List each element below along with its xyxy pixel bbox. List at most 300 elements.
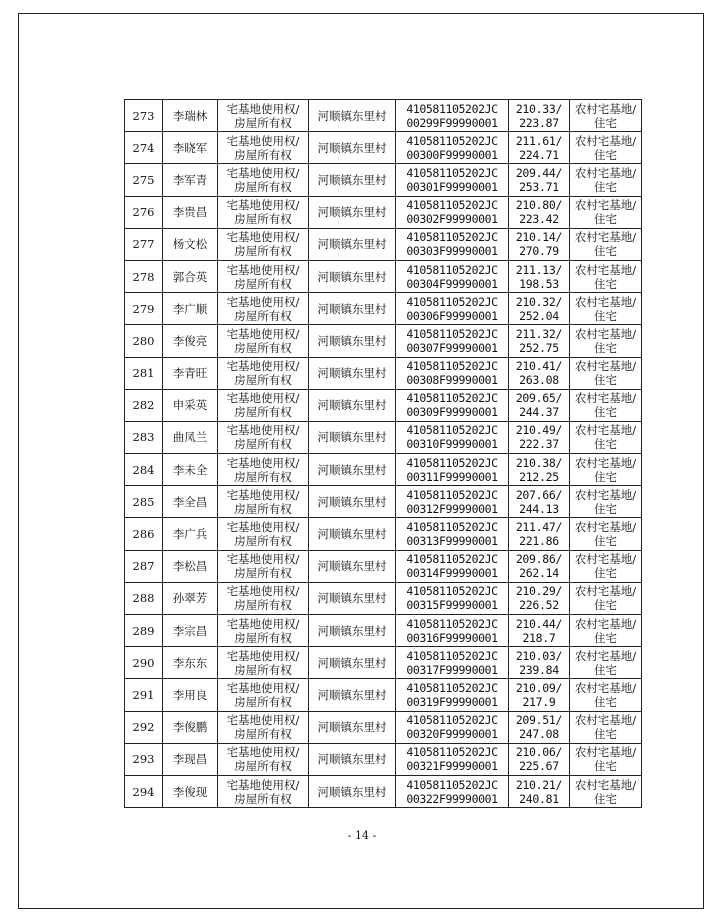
cell-area — [509, 132, 570, 164]
cell-area — [509, 518, 570, 550]
cell-parcel-code — [396, 325, 509, 357]
cell-owner-name: 李广兵 — [163, 518, 218, 550]
cell-parcel-code-line-2: 00310F99990001 — [406, 437, 498, 452]
cell-parcel-code-line-1: 410581105202JC — [406, 101, 498, 116]
cell-right-type-line-1: 宅基地使用权/ — [226, 455, 300, 470]
cell-area-line-2: 218.7 — [522, 630, 556, 645]
cell-usage-line-2: 住宅 — [594, 759, 617, 774]
cell-owner-name: 李青旺 — [163, 357, 218, 389]
cell-right-type — [218, 711, 309, 743]
cell-parcel-code-line-2: 00308F99990001 — [406, 373, 498, 388]
cell-location: 河顺镇东里村 — [309, 711, 396, 743]
cell-right-type-line-2: 房屋所有权 — [234, 759, 292, 774]
cell-location: 河顺镇东里村 — [309, 454, 396, 486]
cell-right-type-line-1: 宅基地使用权/ — [226, 230, 300, 245]
cell-owner-name: 李军青 — [163, 164, 218, 196]
cell-right-type — [218, 615, 309, 647]
cell-number: 287 — [125, 550, 163, 582]
cell-area — [509, 100, 570, 132]
cell-right-type-line-1: 宅基地使用权/ — [226, 133, 300, 148]
cell-right-type-line-2: 房屋所有权 — [234, 534, 292, 549]
cell-owner-name: 李俊鹏 — [163, 711, 218, 743]
cell-right-type — [218, 743, 309, 775]
page-number: - 14 - — [347, 829, 377, 842]
table-row — [125, 743, 642, 775]
cell-right-type-line-2: 房屋所有权 — [234, 469, 292, 484]
cell-right-type — [218, 357, 309, 389]
cell-area-line-1: 210.33/ — [515, 101, 563, 116]
cell-parcel-code — [396, 486, 509, 518]
cell-area-line-1: 210.49/ — [515, 423, 563, 438]
cell-owner-name: 李俊亮 — [163, 325, 218, 357]
cell-number: 283 — [125, 421, 163, 453]
cell-location: 河顺镇东里村 — [309, 260, 396, 292]
cell-parcel-code-line-1: 410581105202JC — [406, 455, 498, 470]
cell-area — [509, 486, 570, 518]
cell-number: 293 — [125, 743, 163, 775]
cell-usage-line-2: 住宅 — [594, 212, 617, 227]
cell-usage — [570, 775, 642, 807]
cell-area — [509, 615, 570, 647]
cell-right-type — [218, 325, 309, 357]
cell-usage-line-1: 农村宅基地/ — [574, 648, 637, 663]
cell-right-type-line-2: 房屋所有权 — [234, 630, 292, 645]
cell-area-line-1: 210.21/ — [515, 777, 563, 792]
cell-right-type — [218, 228, 309, 260]
cell-usage-line-2: 住宅 — [594, 662, 617, 677]
cell-usage — [570, 486, 642, 518]
table-row — [125, 100, 642, 132]
cell-area-line-1: 210.38/ — [515, 455, 563, 470]
cell-location: 河顺镇东里村 — [309, 518, 396, 550]
cell-parcel-code — [396, 164, 509, 196]
cell-parcel-code-line-1: 410581105202JC — [406, 584, 498, 599]
cell-right-type-line-2: 房屋所有权 — [234, 308, 292, 323]
cell-location: 河顺镇东里村 — [309, 389, 396, 421]
cell-usage-line-2: 住宅 — [594, 308, 617, 323]
cell-owner-name: 李贵昌 — [163, 196, 218, 228]
cell-usage-line-2: 住宅 — [594, 727, 617, 742]
cell-area — [509, 775, 570, 807]
cell-usage-line-1: 农村宅基地/ — [574, 165, 637, 180]
cell-parcel-code-line-1: 410581105202JC — [406, 262, 498, 277]
cell-area-line-1: 207.66/ — [515, 487, 563, 502]
cell-right-type — [218, 775, 309, 807]
cell-usage-line-2: 住宅 — [594, 630, 617, 645]
cell-area-line-2: 263.08 — [519, 373, 559, 388]
cell-right-type-line-2: 房屋所有权 — [234, 566, 292, 581]
cell-parcel-code — [396, 389, 509, 421]
cell-usage-line-1: 农村宅基地/ — [574, 584, 637, 599]
cell-usage-line-2: 住宅 — [594, 276, 617, 291]
cell-parcel-code-line-2: 00299F99990001 — [406, 115, 498, 130]
cell-number: 280 — [125, 325, 163, 357]
cell-right-type-line-1: 宅基地使用权/ — [226, 165, 300, 180]
cell-parcel-code-line-1: 410581105202JC — [406, 616, 498, 631]
cell-parcel-code-line-1: 410581105202JC — [406, 230, 498, 245]
cell-number: 274 — [125, 132, 163, 164]
cell-usage — [570, 325, 642, 357]
cell-right-type-line-1: 宅基地使用权/ — [226, 584, 300, 599]
cell-area-line-2: 217.9 — [522, 694, 556, 709]
cell-area-line-2: 212.25 — [519, 469, 559, 484]
cell-area-line-2: 224.71 — [519, 147, 559, 162]
cell-number: 276 — [125, 196, 163, 228]
cell-owner-name: 杨文松 — [163, 228, 218, 260]
cell-usage — [570, 550, 642, 582]
cell-right-type-line-1: 宅基地使用权/ — [226, 294, 300, 309]
cell-owner-name: 李东东 — [163, 647, 218, 679]
cell-parcel-code — [396, 100, 509, 132]
cell-parcel-code-line-1: 410581105202JC — [406, 487, 498, 502]
cell-usage — [570, 357, 642, 389]
cell-number: 294 — [125, 775, 163, 807]
cell-area-line-2: 247.08 — [519, 727, 559, 742]
cell-number: 281 — [125, 357, 163, 389]
cell-owner-name: 李现昌 — [163, 743, 218, 775]
cell-owner-name: 孙翠芳 — [163, 582, 218, 614]
table-row — [125, 164, 642, 196]
table-row — [125, 679, 642, 711]
cell-location: 河顺镇东里村 — [309, 743, 396, 775]
cell-right-type-line-1: 宅基地使用权/ — [226, 198, 300, 213]
cell-number: 291 — [125, 679, 163, 711]
cell-usage-line-2: 住宅 — [594, 340, 617, 355]
cell-parcel-code-line-2: 00321F99990001 — [406, 759, 498, 774]
cell-area-line-2: 223.87 — [519, 115, 559, 130]
cell-parcel-code-line-2: 00301F99990001 — [406, 179, 498, 194]
cell-location: 河顺镇东里村 — [309, 357, 396, 389]
cell-usage-line-2: 住宅 — [594, 534, 617, 549]
cell-area — [509, 711, 570, 743]
cell-right-type — [218, 196, 309, 228]
cell-parcel-code — [396, 132, 509, 164]
cell-location: 河顺镇东里村 — [309, 679, 396, 711]
cell-usage-line-1: 农村宅基地/ — [574, 359, 637, 374]
cell-usage-line-1: 农村宅基地/ — [574, 520, 637, 535]
cell-number: 288 — [125, 582, 163, 614]
cell-area-line-2: 270.79 — [519, 244, 559, 259]
cell-number: 286 — [125, 518, 163, 550]
table-row — [125, 293, 642, 325]
cell-usage-line-2: 住宅 — [594, 244, 617, 259]
cell-usage — [570, 164, 642, 196]
cell-number: 290 — [125, 647, 163, 679]
cell-parcel-code-line-1: 410581105202JC — [406, 294, 498, 309]
cell-location: 河顺镇东里村 — [309, 582, 396, 614]
cell-parcel-code-line-1: 410581105202JC — [406, 359, 498, 374]
cell-usage — [570, 132, 642, 164]
cell-area-line-1: 210.44/ — [515, 616, 563, 631]
table-row — [125, 357, 642, 389]
cell-parcel-code — [396, 421, 509, 453]
cell-area-line-1: 211.32/ — [515, 326, 563, 341]
cell-area-line-1: 211.13/ — [515, 262, 563, 277]
cell-location: 河顺镇东里村 — [309, 647, 396, 679]
table-row — [125, 228, 642, 260]
cell-usage — [570, 293, 642, 325]
cell-location: 河顺镇东里村 — [309, 164, 396, 196]
cell-parcel-code-line-1: 410581105202JC — [406, 745, 498, 760]
cell-area-line-1: 210.09/ — [515, 680, 563, 695]
cell-usage-line-1: 农村宅基地/ — [574, 262, 637, 277]
cell-area-line-2: 225.67 — [519, 759, 559, 774]
cell-usage-line-1: 农村宅基地/ — [574, 133, 637, 148]
cell-area — [509, 454, 570, 486]
cell-owner-name: 李晓军 — [163, 132, 218, 164]
cell-number: 278 — [125, 260, 163, 292]
records-table-body — [125, 100, 642, 808]
cell-parcel-code-line-2: 00302F99990001 — [406, 212, 498, 227]
cell-owner-name: 李松昌 — [163, 550, 218, 582]
cell-area-line-2: 252.75 — [519, 340, 559, 355]
cell-area-line-2: 244.13 — [519, 501, 559, 516]
cell-parcel-code-line-2: 00300F99990001 — [406, 147, 498, 162]
cell-right-type — [218, 293, 309, 325]
cell-usage-line-2: 住宅 — [594, 694, 617, 709]
cell-area-line-2: 239.84 — [519, 662, 559, 677]
cell-right-type-line-2: 房屋所有权 — [234, 179, 292, 194]
cell-area — [509, 196, 570, 228]
cell-right-type-line-1: 宅基地使用权/ — [226, 262, 300, 277]
table-row — [125, 325, 642, 357]
cell-usage-line-2: 住宅 — [594, 791, 617, 806]
cell-right-type-line-1: 宅基地使用权/ — [226, 520, 300, 535]
table-row — [125, 486, 642, 518]
cell-area-line-2: 221.86 — [519, 534, 559, 549]
cell-right-type-line-2: 房屋所有权 — [234, 662, 292, 677]
cell-area-line-2: 223.42 — [519, 212, 559, 227]
cell-owner-name: 申采英 — [163, 389, 218, 421]
cell-area — [509, 325, 570, 357]
cell-usage — [570, 743, 642, 775]
cell-usage-line-1: 农村宅基地/ — [574, 294, 637, 309]
cell-usage-line-2: 住宅 — [594, 437, 617, 452]
cell-area-line-2: 226.52 — [519, 598, 559, 613]
cell-location: 河顺镇东里村 — [309, 196, 396, 228]
cell-right-type-line-2: 房屋所有权 — [234, 437, 292, 452]
cell-area-line-1: 210.29/ — [515, 584, 563, 599]
cell-parcel-code-line-1: 410581105202JC — [406, 777, 498, 792]
cell-number: 292 — [125, 711, 163, 743]
cell-usage-line-1: 农村宅基地/ — [574, 198, 637, 213]
cell-area — [509, 743, 570, 775]
cell-parcel-code-line-1: 410581105202JC — [406, 423, 498, 438]
cell-area — [509, 421, 570, 453]
cell-owner-name: 李瑞林 — [163, 100, 218, 132]
cell-parcel-code — [396, 196, 509, 228]
cell-usage-line-2: 住宅 — [594, 373, 617, 388]
cell-parcel-code-line-1: 410581105202JC — [406, 520, 498, 535]
cell-location: 河顺镇东里村 — [309, 228, 396, 260]
cell-usage-line-1: 农村宅基地/ — [574, 391, 637, 406]
cell-area-line-1: 211.47/ — [515, 520, 563, 535]
cell-right-type-line-1: 宅基地使用权/ — [226, 423, 300, 438]
cell-right-type — [218, 647, 309, 679]
cell-area-line-1: 210.03/ — [515, 648, 563, 663]
cell-right-type-line-2: 房屋所有权 — [234, 276, 292, 291]
cell-parcel-code — [396, 260, 509, 292]
cell-right-type-line-1: 宅基地使用权/ — [226, 552, 300, 567]
cell-usage — [570, 454, 642, 486]
cell-area-line-1: 209.65/ — [515, 391, 563, 406]
cell-area — [509, 293, 570, 325]
cell-parcel-code — [396, 582, 509, 614]
cell-number: 273 — [125, 100, 163, 132]
cell-parcel-code-line-2: 00313F99990001 — [406, 534, 498, 549]
cell-parcel-code — [396, 293, 509, 325]
cell-usage — [570, 679, 642, 711]
cell-area-line-1: 210.80/ — [515, 198, 563, 213]
cell-area-line-2: 240.81 — [519, 791, 559, 806]
cell-usage — [570, 647, 642, 679]
cell-area — [509, 164, 570, 196]
table-row — [125, 711, 642, 743]
cell-parcel-code — [396, 357, 509, 389]
cell-usage-line-2: 住宅 — [594, 179, 617, 194]
cell-owner-name: 李俊现 — [163, 775, 218, 807]
cell-usage — [570, 389, 642, 421]
cell-right-type-line-1: 宅基地使用权/ — [226, 777, 300, 792]
cell-parcel-code-line-2: 00304F99990001 — [406, 276, 498, 291]
cell-usage — [570, 582, 642, 614]
cell-location: 河顺镇东里村 — [309, 615, 396, 647]
cell-area-line-1: 210.41/ — [515, 359, 563, 374]
table-row — [125, 421, 642, 453]
cell-area-line-2: 244.37 — [519, 405, 559, 420]
cell-number: 277 — [125, 228, 163, 260]
cell-right-type — [218, 132, 309, 164]
cell-parcel-code — [396, 679, 509, 711]
cell-right-type-line-1: 宅基地使用权/ — [226, 648, 300, 663]
cell-number: 289 — [125, 615, 163, 647]
cell-parcel-code-line-2: 00306F99990001 — [406, 308, 498, 323]
cell-owner-name: 郭合英 — [163, 260, 218, 292]
cell-right-type — [218, 421, 309, 453]
cell-parcel-code — [396, 647, 509, 679]
cell-area-line-1: 209.51/ — [515, 713, 563, 728]
cell-parcel-code-line-1: 410581105202JC — [406, 552, 498, 567]
cell-right-type-line-2: 房屋所有权 — [234, 694, 292, 709]
cell-area-line-2: 253.71 — [519, 179, 559, 194]
cell-parcel-code-line-2: 00307F99990001 — [406, 340, 498, 355]
cell-right-type-line-2: 房屋所有权 — [234, 598, 292, 613]
cell-parcel-code — [396, 711, 509, 743]
table-row — [125, 647, 642, 679]
cell-owner-name: 李全昌 — [163, 486, 218, 518]
table-row — [125, 132, 642, 164]
cell-right-type — [218, 100, 309, 132]
cell-owner-name: 曲凤兰 — [163, 421, 218, 453]
cell-right-type-line-2: 房屋所有权 — [234, 727, 292, 742]
cell-parcel-code-line-1: 410581105202JC — [406, 165, 498, 180]
cell-parcel-code — [396, 615, 509, 647]
cell-right-type-line-2: 房屋所有权 — [234, 373, 292, 388]
cell-parcel-code — [396, 743, 509, 775]
cell-usage-line-2: 住宅 — [594, 598, 617, 613]
cell-right-type — [218, 260, 309, 292]
cell-owner-name: 李广顺 — [163, 293, 218, 325]
table-row — [125, 518, 642, 550]
cell-usage-line-2: 住宅 — [594, 115, 617, 130]
cell-right-type-line-2: 房屋所有权 — [234, 340, 292, 355]
cell-usage-line-2: 住宅 — [594, 501, 617, 516]
table-row — [125, 260, 642, 292]
records-table — [124, 99, 642, 808]
cell-parcel-code-line-1: 410581105202JC — [406, 133, 498, 148]
cell-location: 河顺镇东里村 — [309, 775, 396, 807]
cell-parcel-code-line-2: 00316F99990001 — [406, 630, 498, 645]
cell-location: 河顺镇东里村 — [309, 100, 396, 132]
cell-number: 282 — [125, 389, 163, 421]
cell-right-type-line-2: 房屋所有权 — [234, 244, 292, 259]
cell-area-line-1: 209.86/ — [515, 552, 563, 567]
cell-usage-line-1: 农村宅基地/ — [574, 101, 637, 116]
cell-right-type-line-2: 房屋所有权 — [234, 791, 292, 806]
cell-right-type — [218, 389, 309, 421]
cell-usage-line-2: 住宅 — [594, 469, 617, 484]
cell-usage — [570, 228, 642, 260]
cell-right-type-line-2: 房屋所有权 — [234, 115, 292, 130]
cell-area — [509, 582, 570, 614]
cell-usage-line-1: 农村宅基地/ — [574, 713, 637, 728]
cell-usage — [570, 196, 642, 228]
cell-location: 河顺镇东里村 — [309, 293, 396, 325]
cell-owner-name: 李宗昌 — [163, 615, 218, 647]
cell-owner-name: 李未全 — [163, 454, 218, 486]
cell-usage — [570, 711, 642, 743]
cell-usage — [570, 518, 642, 550]
cell-location: 河顺镇东里村 — [309, 486, 396, 518]
cell-usage-line-1: 农村宅基地/ — [574, 777, 637, 792]
cell-usage — [570, 260, 642, 292]
cell-parcel-code-line-2: 00309F99990001 — [406, 405, 498, 420]
cell-parcel-code — [396, 518, 509, 550]
cell-parcel-code-line-1: 410581105202JC — [406, 680, 498, 695]
cell-right-type — [218, 550, 309, 582]
cell-right-type-line-1: 宅基地使用权/ — [226, 359, 300, 374]
cell-area-line-2: 262.14 — [519, 566, 559, 581]
cell-usage-line-1: 农村宅基地/ — [574, 230, 637, 245]
cell-usage-line-1: 农村宅基地/ — [574, 455, 637, 470]
cell-usage-line-1: 农村宅基地/ — [574, 487, 637, 502]
cell-parcel-code-line-2: 00315F99990001 — [406, 598, 498, 613]
cell-right-type-line-2: 房屋所有权 — [234, 405, 292, 420]
cell-parcel-code-line-2: 00311F99990001 — [406, 469, 498, 484]
cell-parcel-code — [396, 228, 509, 260]
cell-parcel-code-line-2: 00322F99990001 — [406, 791, 498, 806]
cell-owner-name: 李用良 — [163, 679, 218, 711]
cell-parcel-code-line-2: 00303F99990001 — [406, 244, 498, 259]
cell-parcel-code-line-2: 00314F99990001 — [406, 566, 498, 581]
cell-area-line-1: 211.61/ — [515, 133, 563, 148]
cell-right-type-line-1: 宅基地使用权/ — [226, 616, 300, 631]
cell-area — [509, 357, 570, 389]
cell-right-type-line-1: 宅基地使用权/ — [226, 101, 300, 116]
cell-right-type-line-1: 宅基地使用权/ — [226, 745, 300, 760]
cell-right-type-line-1: 宅基地使用权/ — [226, 326, 300, 341]
table-row — [125, 775, 642, 807]
cell-usage-line-1: 农村宅基地/ — [574, 326, 637, 341]
cell-parcel-code-line-2: 00317F99990001 — [406, 662, 498, 677]
cell-right-type-line-2: 房屋所有权 — [234, 147, 292, 162]
cell-location: 河顺镇东里村 — [309, 325, 396, 357]
cell-area-line-2: 198.53 — [519, 276, 559, 291]
table-row — [125, 196, 642, 228]
cell-right-type — [218, 164, 309, 196]
cell-right-type-line-1: 宅基地使用权/ — [226, 487, 300, 502]
cell-area-line-1: 210.06/ — [515, 745, 563, 760]
